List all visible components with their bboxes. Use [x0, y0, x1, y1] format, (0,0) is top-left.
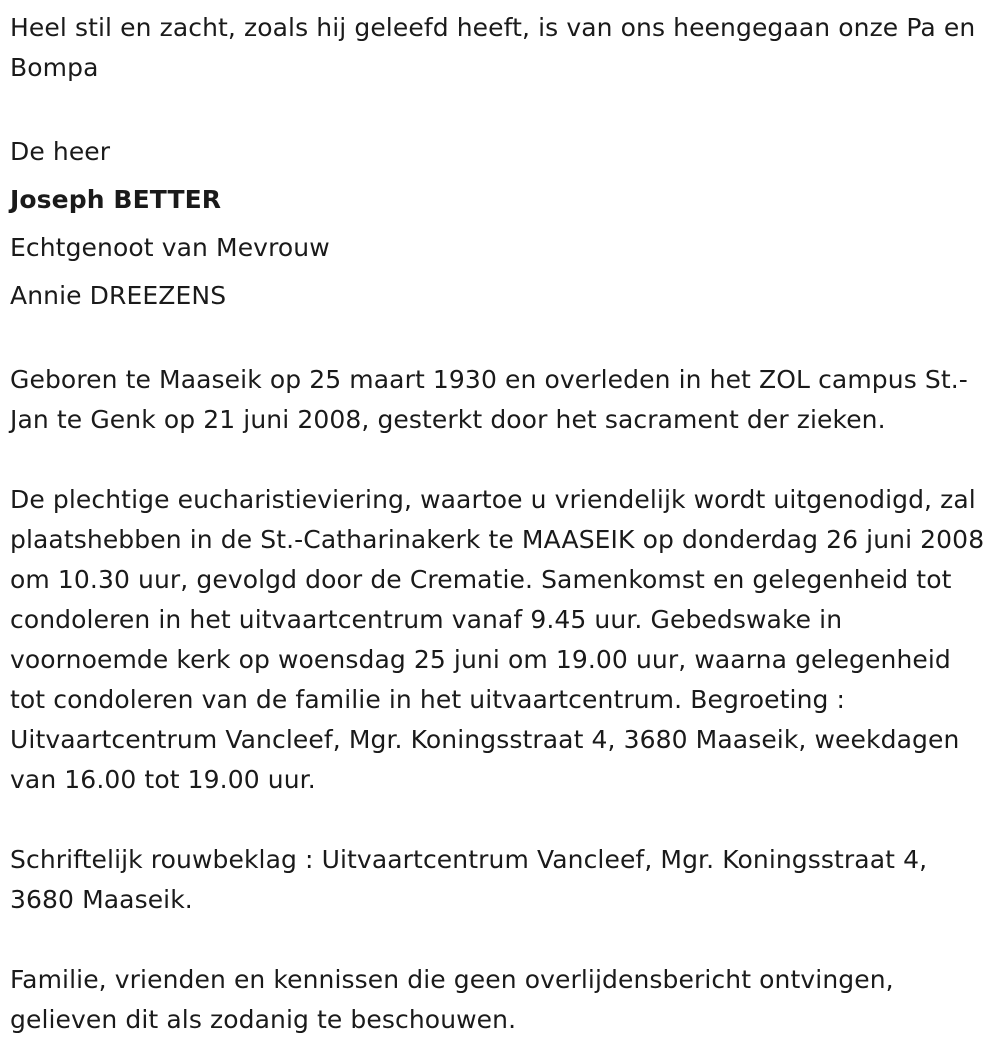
salutation: De heer: [10, 137, 111, 166]
intro-paragraph: Heel stil en zacht, zoals hij geleefd heeft, is van ons heengegaan onze Pa en Bompa: [10, 13, 976, 82]
deceased-name: Joseph BETTER: [10, 185, 222, 214]
spouse-line-2: Annie DREEZENS: [10, 281, 227, 310]
deceased-block: [10, 128, 990, 320]
closing-paragraph: Familie, vrienden en kennissen die geen overlijdensbericht ontvingen, gelieven dit als zodanig te beschouwen.: [10, 965, 894, 1034]
birth-death-paragraph: Geboren te Maaseik op 25 maart 1930 en overleden in het ZOL campus St.-Jan te Genk op 21 juni 2008, gesterkt door het sacrament der zieken.: [10, 365, 968, 434]
condolences-paragraph: Schriftelijk rouwbeklag : Uitvaartcentrum Vancleef, Mgr. Koningsstraat 4, 3680 Maaseik.: [10, 845, 928, 914]
spouse-line-1: Echtgenoot van Mevrouw: [10, 233, 330, 262]
ceremony-paragraph: De plechtige eucharistieviering, waartoe u vriendelijk wordt uitgenodigd, zal plaatshebben in de St.-Catharinakerk te MAASEIK op donderdag 26 juni 2008 om 10.30 uur, gevolgd door de Crematie. Samenkomst en gelegenheid tot condoleren in het uitvaartcentrum vanaf 9.45 uur. Gebedswake in voornoemde kerk op woensdag 25 juni om 19.00 uur, waarna gelegenheid tot condoleren van de familie in het uitvaartcentrum. Begroeting : Uitvaartcentrum Vancleef, Mgr. Koningsstraat 4, 3680 Maaseik, weekdagen van 16.00 tot 19.00 uur.: [10, 485, 985, 794]
